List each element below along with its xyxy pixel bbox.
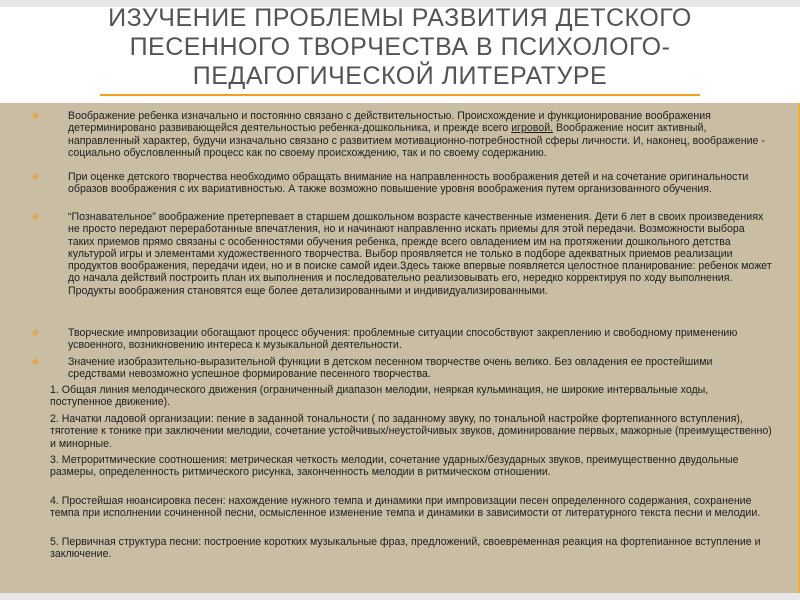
paragraph-imagination	[68, 110, 773, 159]
list-item: 1. Общая линия мелодического движения (ограниченный диапазон мелодии, неяркая кульминация, не широкие интервальные ходы, поступенное движение).	[50, 384, 709, 409]
bullet-icon: ◆	[32, 212, 39, 222]
list-item: 3. Метроритмические соотношения: метрическая четкость мелодии, сочетание ударных/безударных звуков, преимущественно двудольные размеры, определенность ритмического рисунка, законченность мелодии в ритмическом отношении.	[50, 454, 739, 479]
slide-title	[90, 4, 710, 91]
bullet-icon: ◆	[32, 357, 39, 367]
content-panel	[0, 103, 800, 593]
list-item: 4. Простейшая нюансировка песен: нахождение нужного темпа и динамики при импровизации песен определенного содержания, сохранение темпа при исполнении сочиненной песни, осмысленное изменение темпа и динамики в зависимости от литературного текста песни и мелодии.	[50, 495, 761, 520]
bullet-icon: ◆	[32, 172, 39, 182]
title-divider	[100, 94, 700, 96]
link-game[interactable]: игровой.	[511, 122, 554, 135]
paragraph-improvisation: Творческие импровизации обогащают процесс обучения: проблемные ситуации способствуют закреплению и свободному применению усвоенного, возникновению интереса к музыкальной деятельности.	[68, 327, 738, 352]
title-line: ПЕСЕННОГО ТВОРЧЕСТВА В ПСИХОЛОГО-	[129, 33, 671, 61]
title-line: ИЗУЧЕНИЕ ПРОБЛЕМЫ РАЗВИТИЯ ДЕТСКОГО	[108, 4, 692, 32]
paragraph-text: Воображение ребенка изначально и постоянно связано с действительностью. Происхождение и функционирование воображения детерминировано развивающейся деятельностью ребенка-дошкольника, и прежде всего	[68, 110, 711, 135]
paragraph-cognitive: “Познавательное” воображение претерпевает в старшем дошкольном возрасте качественные изменения. Дети 6 лет в своих произведениях не просто передают переработанные впечатления, но и начинают направленно искать приемы для этой передачи. Возможности выбора таких приемов прямо связаны с особенностями обучения ребенка, прежде всего овладением им на протяжении дошкольного детства культурой игры и элементами художественного творчества. Выбор проявляется не только в подборе адекватных приемов реализации продуктов воображения, передачи идеи, но и в поиске самой идеи.Здесь также впервые появляется целостное планирование: ребенок может до начала действий построить план их выполнения и последовательно реализовывать его, нередко корректируя по ходу выполнения. Продукты воображения становятся еще более детализированными и индивидуализированными.	[68, 211, 772, 297]
paragraph-function: Значение изобразительно-выразительной функции в детском песенном творчестве очень велико. Без овладения ее простейшими средствами невозможно успешное формирование песенного творчества.	[68, 356, 713, 381]
body-text	[0, 103, 800, 593]
paragraph-evaluation: При оценке детского творчества необходимо обращать внимание на направленность воображения детей и на сочетание оригинальности образов воображения с их вариативностью. А также возможно повышение уровня воображения путем организованного обучения.	[68, 171, 749, 196]
list-item: 5. Первичная структура песни: построение коротких музыкальные фраз, предложений, своевременная реакция на фортепианное вступление и заключение.	[50, 536, 761, 561]
paragraph-text: Воображение носит активный, направленный характер, будучи изначально связано с развитием мотивационно-потребностной сферы личности. И, наконец, воображение - социально обусловленный процесс как по своему происхождению, так и по своему содержанию.	[68, 122, 765, 159]
title-line: ПЕДАГОГИЧЕСКОЙ ЛИТЕРАТУРЕ	[192, 62, 608, 90]
bottom-bar	[0, 593, 800, 600]
list-item: 2. Начатки ладовой организации: пение в заданной тональности ( по заданному звуку, по тональной настройке фортепианного вступления), тяготение к тонике при заключении мелодии, сочетание устойчивых/неустойчивых звуков, доминирование первых, мажорные (преимущественно) и минорные.	[50, 413, 772, 450]
bullet-icon: ◆	[32, 328, 39, 338]
bullet-icon: ◆	[32, 111, 39, 121]
